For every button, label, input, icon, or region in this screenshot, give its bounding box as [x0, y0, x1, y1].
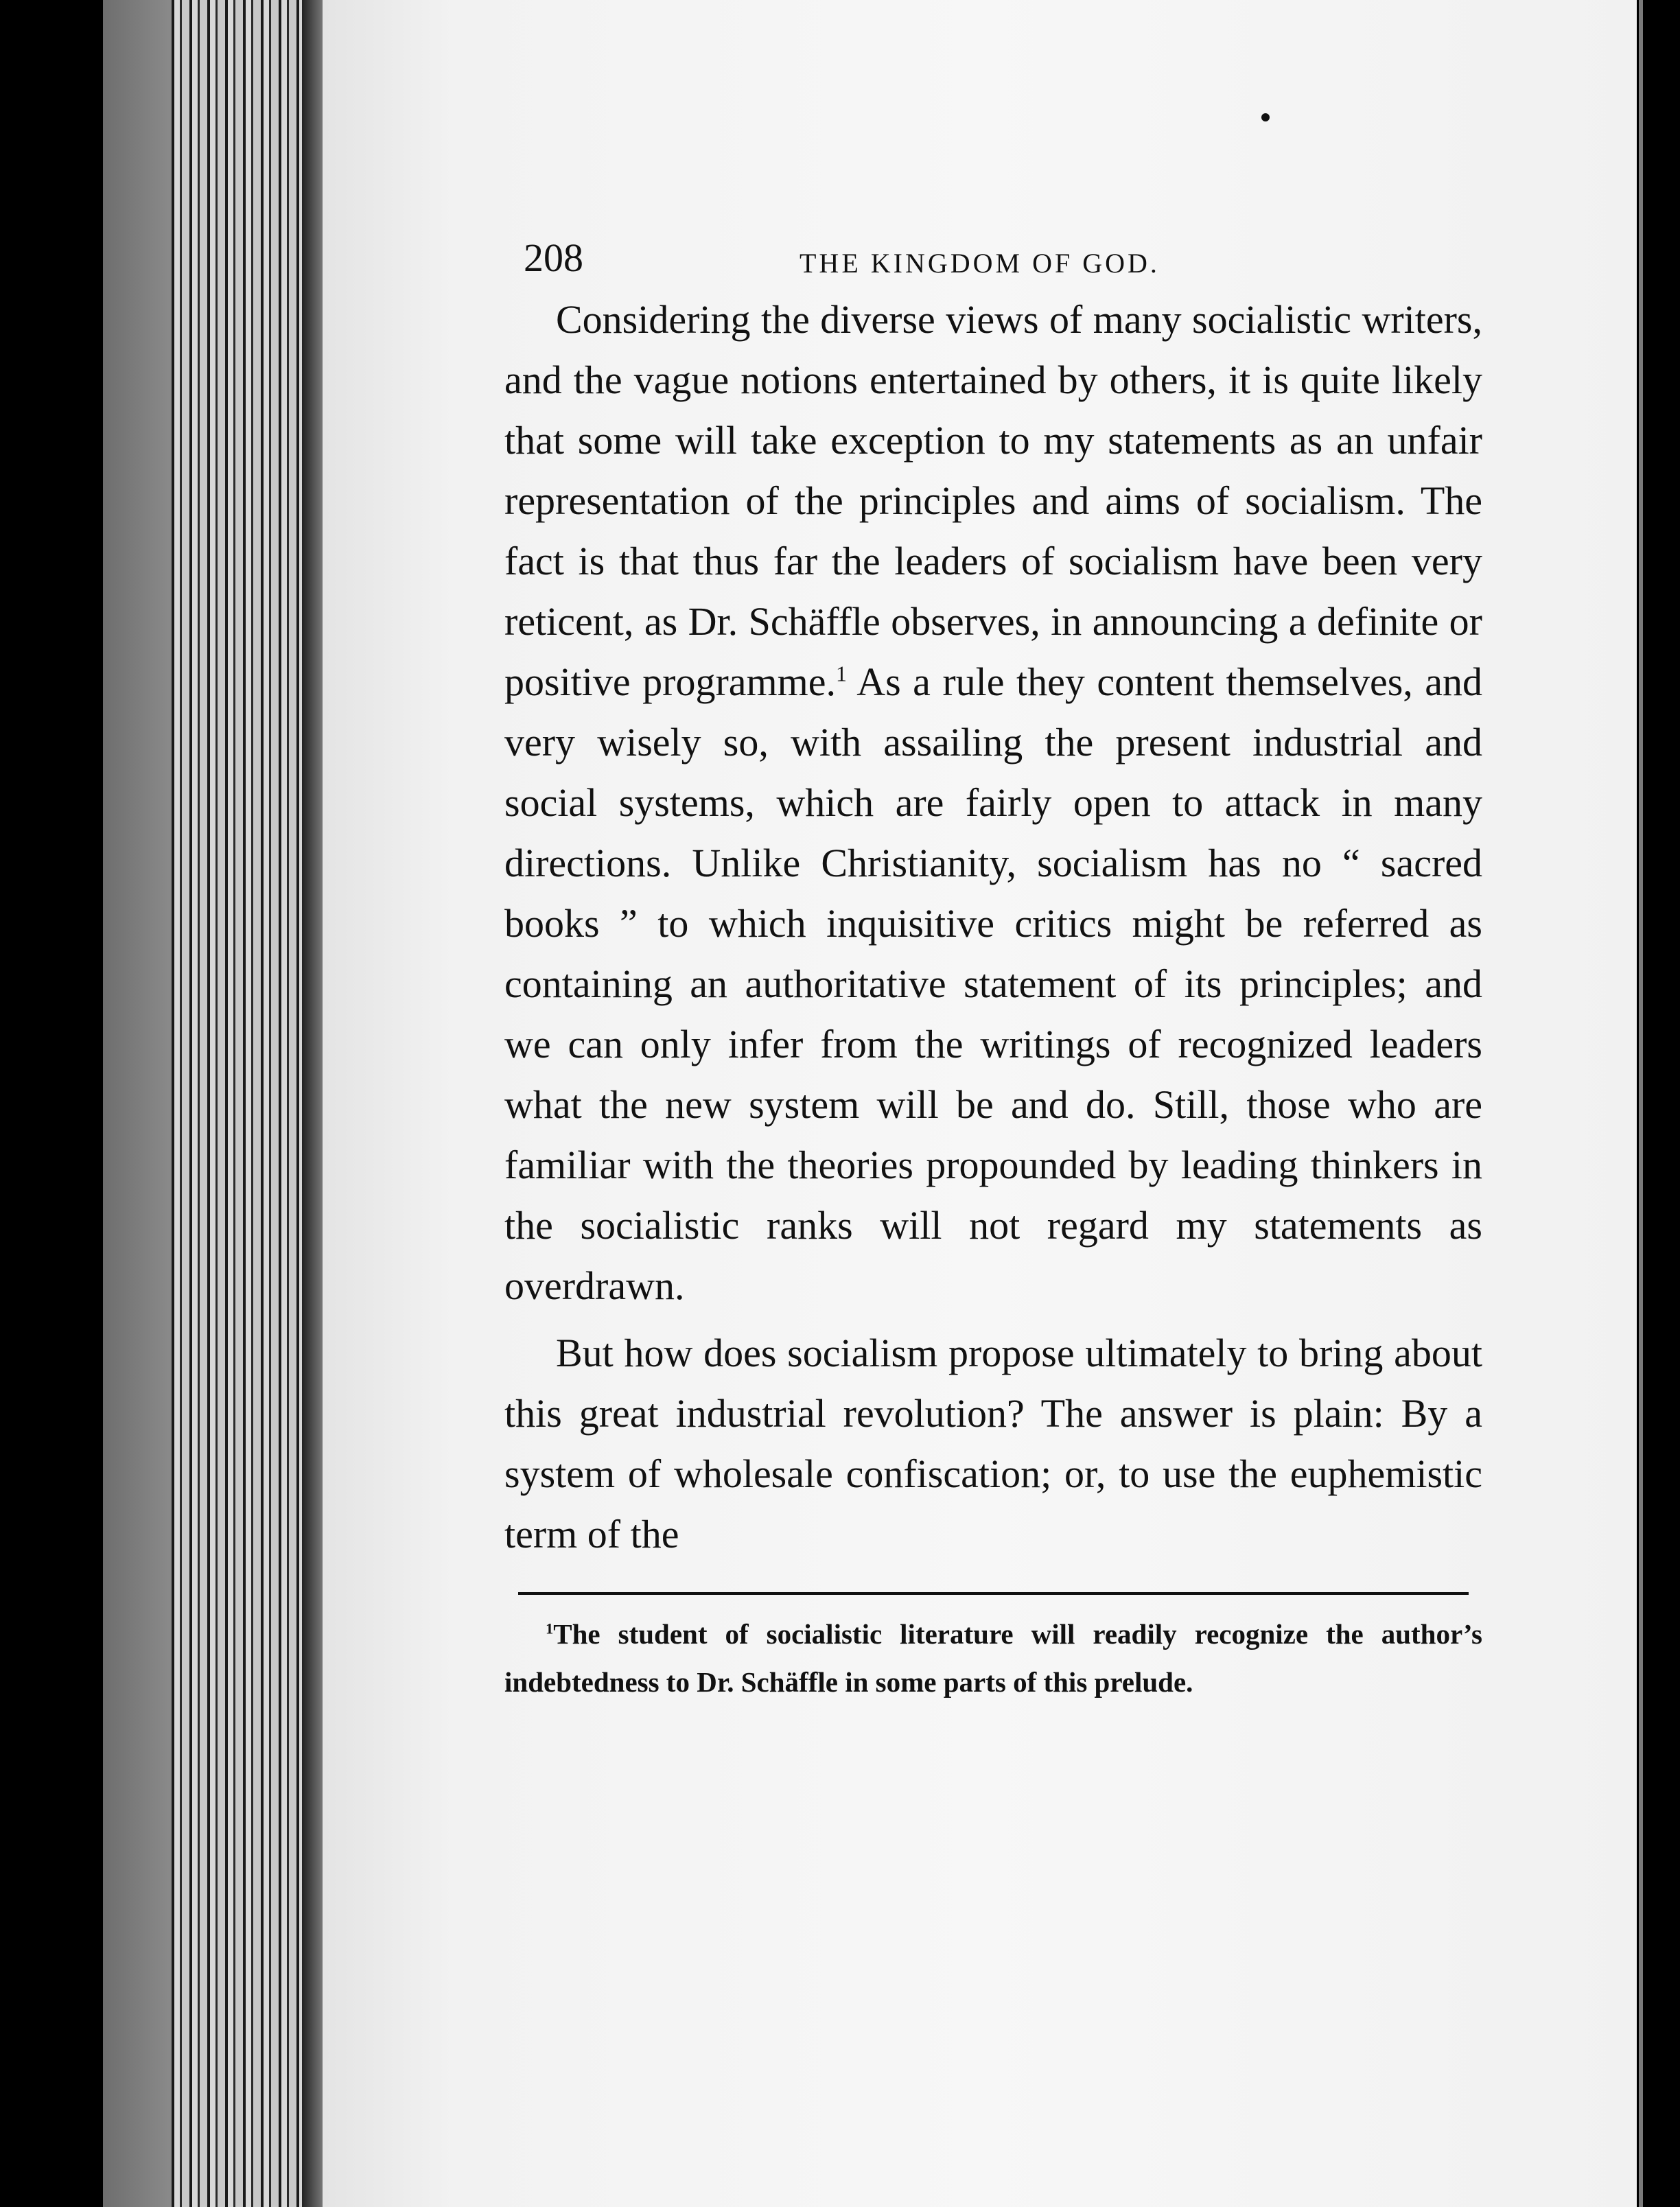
body-text	[504, 290, 1482, 1565]
page-text-block	[504, 226, 1482, 1706]
page-number: 208	[524, 235, 583, 280]
right-scan-border	[1637, 0, 1680, 2207]
paragraph-1	[504, 290, 1482, 1316]
gutter-shadow	[302, 0, 323, 2207]
running-head	[504, 226, 1482, 290]
ink-speck	[1261, 113, 1270, 121]
footnote-text: The student of socialistic literature will readily recognize the author’s indebtedness to Dr. Schäffle in some parts of this prelude.	[504, 1618, 1482, 1698]
paragraph-1-text: Considering the diverse views of many socialistic writers, and the vague notions entertained by others, it is quite likely that some will take exception to my statements as an unfair representation of the principles and aims of socialism. The fact is that thus far the leaders of socialism have been very reticent, as Dr. Schäffle observes, in announcing a definite or positive programme.	[504, 297, 1482, 704]
footnote-divider	[518, 1592, 1469, 1595]
running-title: THE KINGDOM OF GOD.	[800, 248, 1160, 279]
page-edges	[172, 0, 323, 2207]
paragraph-2: But how does socialism propose ultimately to bring about this great industrial revolution? The answer is plain: By a system of wholesale confiscation; or, to use the euphemistic term of the	[504, 1331, 1482, 1556]
footnote-reference: 1	[835, 662, 847, 686]
paragraph-1-continuation: As a rule they content themselves, and very wisely so, with assailing the present industrial and social systems, which are fairly open to attack in many directions. Unlike Christianity, socialism has no “ sacred books ” to which inquisitive critics might be referred as containing an authoritative statement of its principles; and we can only infer from the writings of recognized leaders what the new system will be and do. Still, those who are familiar with the theories propounded by leading thinkers in the socialistic ranks will not regard my statements as overdrawn.	[504, 659, 1482, 1308]
footnote	[504, 1610, 1482, 1706]
footnote-marker: 1	[546, 1620, 554, 1637]
next-page-edge	[1639, 0, 1643, 2207]
